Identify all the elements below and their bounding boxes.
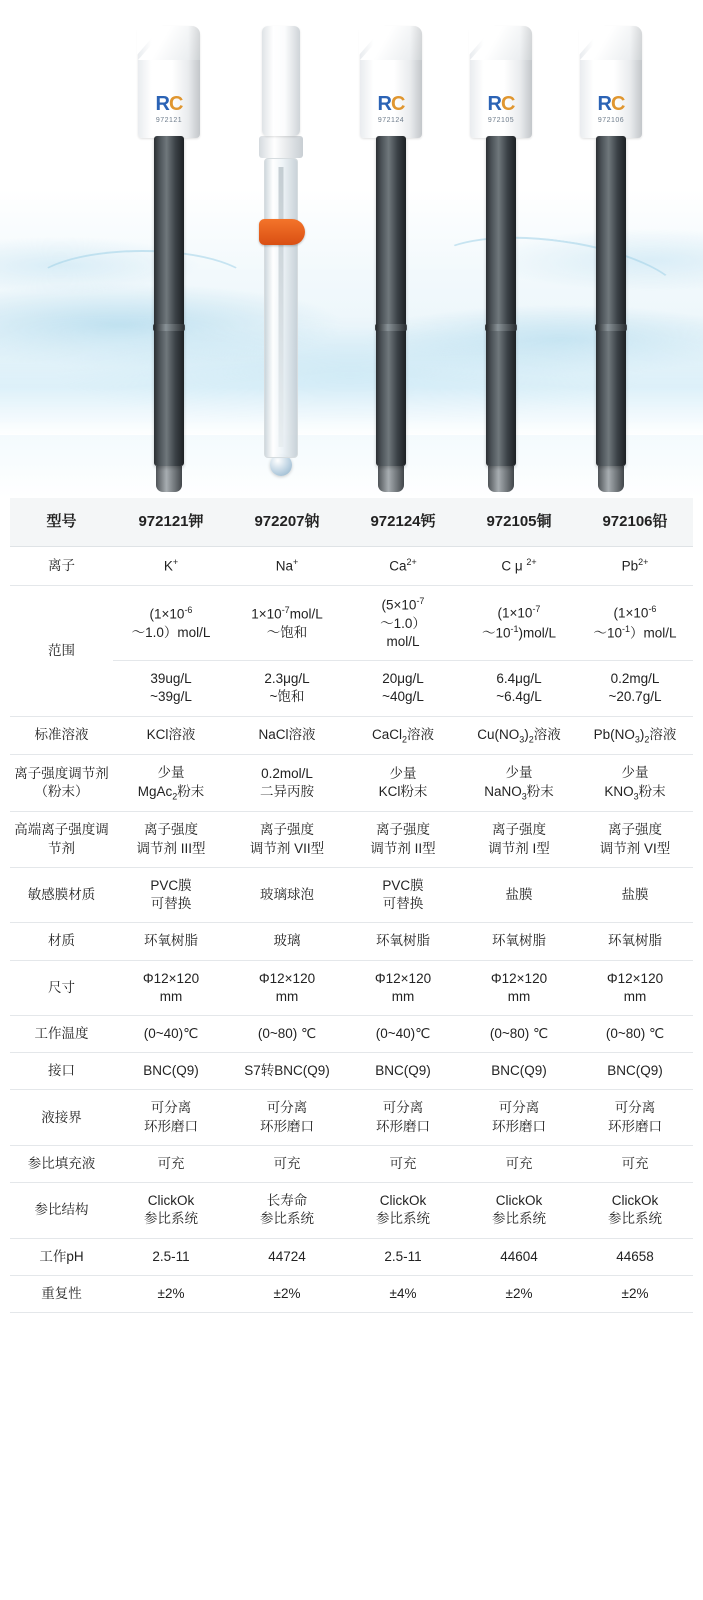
table-row	[10, 1090, 693, 1145]
logo-mark: RC	[155, 93, 183, 115]
probe-cap	[580, 26, 642, 138]
table-cell: 可分离 环形磨口	[577, 1090, 693, 1145]
table-cell: (0~40)℃	[345, 1015, 461, 1052]
row-label: 重复性	[10, 1275, 113, 1312]
cap-shadow	[520, 26, 532, 138]
probe-972121	[133, 26, 205, 492]
specification-table	[10, 498, 693, 1313]
logo-mark: RC	[487, 93, 515, 115]
probe-972106	[575, 26, 647, 492]
row-label: 工作温度	[10, 1015, 113, 1052]
table-cell: 44658	[577, 1238, 693, 1275]
table-cell: 可充	[577, 1145, 693, 1182]
table-cell: ±2%	[577, 1275, 693, 1312]
table-cell: 可分离 环形磨口	[113, 1090, 229, 1145]
table-row	[10, 1015, 693, 1052]
probe-972124	[355, 26, 427, 492]
table-header	[10, 498, 693, 547]
probe-cap	[470, 26, 532, 138]
table-cell: 0.2mg/L ~20.7g/L	[577, 661, 693, 716]
probe-cap	[138, 26, 200, 138]
row-label: 参比填充液	[10, 1145, 113, 1182]
table-row	[10, 755, 693, 812]
probe-code-label: 972105	[487, 117, 515, 124]
table-cell: 离子强度 调节剂 I型	[461, 812, 577, 867]
table-row	[10, 1183, 693, 1238]
probe-cap	[360, 26, 422, 138]
table-cell: C μ $^{2+}$	[461, 547, 577, 586]
table-cell: BNC(Q9)	[461, 1053, 577, 1090]
table-cell: 可充	[461, 1145, 577, 1182]
table-cell: ±4%	[345, 1275, 461, 1312]
table-row	[10, 867, 693, 922]
row-label: 尺寸	[10, 960, 113, 1015]
table-cell: ClickOk 参比系统	[345, 1183, 461, 1238]
table-row	[10, 812, 693, 867]
table-cell: 可分离 环形磨口	[345, 1090, 461, 1145]
table-row	[10, 547, 693, 586]
table-cell: S7转BNC(Q9)	[229, 1053, 345, 1090]
table-cell: 环氧树脂	[345, 923, 461, 960]
table-cell: 离子强度 调节剂 VII型	[229, 812, 345, 867]
probe-tip	[156, 466, 182, 492]
shaft-ring	[595, 324, 627, 331]
table-cell: Na+	[229, 547, 345, 586]
table-header-row	[10, 498, 693, 547]
table-cell: 可充	[229, 1145, 345, 1182]
probe-code-label: 972121	[155, 117, 183, 124]
row-label: 材质	[10, 923, 113, 960]
brand-logo	[488, 94, 515, 124]
table-cell: ±2%	[229, 1275, 345, 1312]
probe-group	[0, 0, 703, 498]
table-cell: CaCl$_2$溶液	[345, 716, 461, 755]
probe-code-label: 972106	[597, 117, 625, 124]
table-cell: 可分离 环形磨口	[229, 1090, 345, 1145]
table-cell: ±2%	[113, 1275, 229, 1312]
table-cell: 少量 $KNO_3$粉末	[577, 755, 693, 812]
logo-mark: RC	[597, 93, 625, 115]
row-label: 接口	[10, 1053, 113, 1090]
shaft-ring	[375, 324, 407, 331]
glass-probe-cap	[262, 26, 300, 136]
table-cell: 44604	[461, 1238, 577, 1275]
table-cell: NaCl溶液	[229, 716, 345, 755]
table-cell: 离子强度 调节剂 III型	[113, 812, 229, 867]
specification-table-wrapper	[0, 498, 703, 1313]
row-label: 参比结构	[10, 1183, 113, 1238]
table-cell: Φ12×120 mm	[113, 960, 229, 1015]
glass-probe-neck	[259, 136, 303, 158]
header-cell-0: 型号	[10, 498, 113, 547]
table-cell: K+	[113, 547, 229, 586]
table-cell: ClickOk 参比系统	[577, 1183, 693, 1238]
table-cell: BNC(Q9)	[577, 1053, 693, 1090]
table-cell: 可充	[345, 1145, 461, 1182]
table-cell: 可充	[113, 1145, 229, 1182]
table-cell: 20μg/L ~40g/L	[345, 661, 461, 716]
table-cell: 39ug/L ~39g/L	[113, 661, 229, 716]
table-cell: 玻璃球泡	[229, 867, 345, 922]
table-row	[10, 960, 693, 1015]
table-cell: (0~80) ℃	[461, 1015, 577, 1052]
table-body	[10, 547, 693, 1313]
row-label: 范围	[10, 585, 113, 716]
orange-fill-cap	[259, 219, 305, 245]
brand-logo	[378, 94, 405, 124]
table-cell: 少量 KCl粉末	[345, 755, 461, 812]
probe-tip	[598, 466, 624, 492]
glass-probe-body	[264, 158, 298, 458]
table-cell: 0.2mol/L 二异丙胺	[229, 755, 345, 812]
row-label: 离子	[10, 547, 113, 586]
table-cell: 6.4μg/L ~6.4g/L	[461, 661, 577, 716]
table-cell: PVC膜 可替换	[345, 867, 461, 922]
table-cell: $Pb(NO_3)_2$溶液	[577, 716, 693, 755]
table-cell: 长寿命 参比系统	[229, 1183, 345, 1238]
table-cell: 2.5-11	[345, 1238, 461, 1275]
cap-shadow	[630, 26, 642, 138]
probe-code-label: 972124	[377, 117, 405, 124]
logo-mark: RC	[377, 93, 405, 115]
table-cell: (0~40)℃	[113, 1015, 229, 1052]
table-cell: Φ12×120 mm	[461, 960, 577, 1015]
cap-shadow	[410, 26, 422, 138]
table-cell: ($5\times 10^{-7}$ ～1.0） mol/L	[345, 585, 461, 660]
table-cell: $Cu(NO_3)_2$溶液	[461, 716, 577, 755]
table-cell: 可分离 环形磨口	[461, 1090, 577, 1145]
table-cell: 少量 NaNO$_3$粉末	[461, 755, 577, 812]
table-cell: 环氧树脂	[461, 923, 577, 960]
table-row	[10, 716, 693, 755]
probe-tip	[378, 466, 404, 492]
table-row	[10, 923, 693, 960]
header-cell-1: 972121钾	[113, 498, 229, 547]
table-cell: (0~80) ℃	[577, 1015, 693, 1052]
hero-product-image	[0, 0, 703, 498]
table-cell: $1\times 10^{-7}mol/L$ ～饱和	[229, 585, 345, 660]
table-cell: Φ12×120 mm	[577, 960, 693, 1015]
table-cell: $Pb^{2+}$	[577, 547, 693, 586]
header-cell-4: 972105铜	[461, 498, 577, 547]
table-cell: BNC(Q9)	[345, 1053, 461, 1090]
table-row	[10, 661, 693, 716]
inner-rod	[279, 167, 284, 447]
table-cell: $Ca^{2+}$	[345, 547, 461, 586]
table-cell: 环氧树脂	[113, 923, 229, 960]
table-cell: Φ12×120 mm	[229, 960, 345, 1015]
brand-logo	[598, 94, 625, 124]
table-cell: 少量 MgAc$_2$粉末	[113, 755, 229, 812]
header-cell-5: 972106铅	[577, 498, 693, 547]
table-cell: Φ12×120 mm	[345, 960, 461, 1015]
probe-shaft	[596, 136, 626, 466]
table-row	[10, 1145, 693, 1182]
table-cell: ($1\times 10^{-6}$ ～1.0）mol/L	[113, 585, 229, 660]
table-cell: 盐膜	[577, 867, 693, 922]
table-cell: KCl溶液	[113, 716, 229, 755]
probe-shaft	[154, 136, 184, 466]
brand-logo	[156, 94, 183, 124]
row-label: 敏感膜材质	[10, 867, 113, 922]
table-cell: 离子强度 调节剂 II型	[345, 812, 461, 867]
table-cell: 离子强度 调节剂 VI型	[577, 812, 693, 867]
table-cell: ±2%	[461, 1275, 577, 1312]
row-label: 工作pH	[10, 1238, 113, 1275]
table-cell: 环氧树脂	[577, 923, 693, 960]
table-cell: ($1\times 10^{-6}$ $\sim 10^{-1})mol/L$	[577, 585, 693, 660]
table-cell: ClickOk 参比系统	[461, 1183, 577, 1238]
shaft-ring	[485, 324, 517, 331]
table-cell: ClickOk 参比系统	[113, 1183, 229, 1238]
row-label: 高端离子强度调节剂	[10, 812, 113, 867]
table-cell: 盐膜	[461, 867, 577, 922]
table-row	[10, 1238, 693, 1275]
table-cell: PVC膜 可替换	[113, 867, 229, 922]
row-label: 标准溶液	[10, 716, 113, 755]
table-row	[10, 1053, 693, 1090]
row-label: 离子强度调节剂（粉末）	[10, 755, 113, 812]
table-cell: BNC(Q9)	[113, 1053, 229, 1090]
probe-972207	[245, 26, 317, 476]
table-cell: (0~80) ℃	[229, 1015, 345, 1052]
table-cell: 玻璃	[229, 923, 345, 960]
cap-shadow	[188, 26, 200, 138]
table-cell: 44724	[229, 1238, 345, 1275]
table-row	[10, 1275, 693, 1312]
probe-972105	[465, 26, 537, 492]
table-cell: 2.3μg/L ~饱和	[229, 661, 345, 716]
table-cell: 2.5-11	[113, 1238, 229, 1275]
probe-shaft	[376, 136, 406, 466]
header-cell-3: 972124钙	[345, 498, 461, 547]
table-cell: ($1\times 10^{-7}$ $\sim 10^{-1})mol/L$	[461, 585, 577, 660]
header-cell-2: 972207钠	[229, 498, 345, 547]
probe-shaft	[486, 136, 516, 466]
row-label: 液接界	[10, 1090, 113, 1145]
probe-tip	[488, 466, 514, 492]
shaft-ring	[153, 324, 185, 331]
table-row	[10, 585, 693, 660]
